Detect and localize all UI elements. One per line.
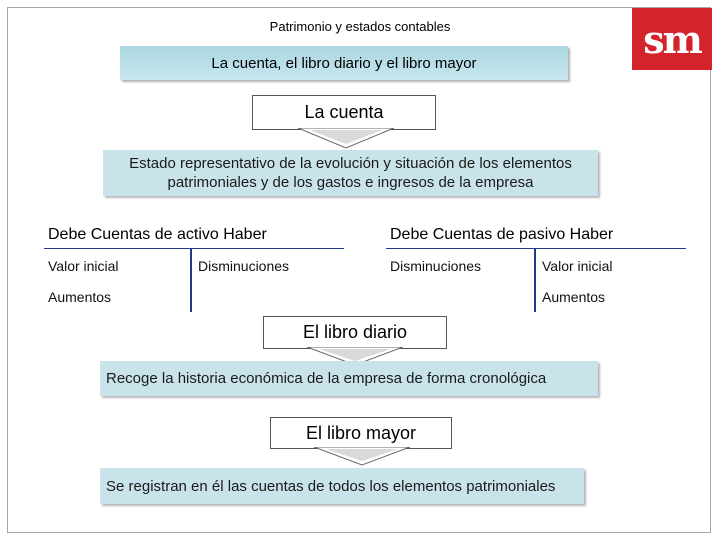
la-cuenta-label: La cuenta (304, 102, 384, 122)
libro-diario-description-text: Recoge la historia económica de la empresa de forma cronológica (106, 370, 547, 387)
activo-debe-entry: Valor inicial (48, 258, 119, 274)
activo-t-horizontal (44, 248, 344, 249)
pasivo-account-title: Debe Cuentas de pasivo Haber (390, 226, 614, 243)
slide-subtitle: La cuenta, el libro diario y el libro mayor (120, 46, 568, 80)
libro-mayor-description (100, 468, 584, 504)
activo-t-vertical (190, 248, 192, 312)
la-cuenta-description-text: Estado representativo de la evolución y situación de los elementos patrimoniales y de los gastos e ingresos de la empresa (129, 155, 572, 191)
libro-diario-label: El libro diario (302, 322, 408, 342)
activo-haber-entry: Disminuciones (198, 258, 290, 274)
activo-account-title: Debe Cuentas de activo Haber (48, 226, 267, 243)
pasivo-t-horizontal (386, 248, 686, 249)
slide-header-title: Patrimonio y estados contables (269, 19, 451, 34)
libro-diario-description (100, 361, 598, 396)
libro-mayor-box (270, 417, 452, 449)
pasivo-debe-entry: Disminuciones (390, 258, 482, 274)
libro-mayor-label: El libro mayor (305, 422, 417, 443)
down-arrow-icon (312, 447, 412, 467)
pasivo-haber-entry: Aumentos (542, 289, 606, 305)
la-cuenta-box (252, 95, 436, 130)
libro-diario-box (263, 316, 447, 349)
pasivo-haber-entry: Valor inicial (542, 258, 613, 274)
activo-debe-entry: Aumentos (48, 289, 112, 305)
pasivo-t-vertical (534, 248, 536, 312)
la-cuenta-description (103, 150, 598, 196)
sm-logo: sm (632, 8, 712, 70)
libro-mayor-description-text: Se registran en él las cuentas de todos los elementos patrimoniales (106, 477, 556, 495)
down-arrow-icon (296, 128, 396, 150)
